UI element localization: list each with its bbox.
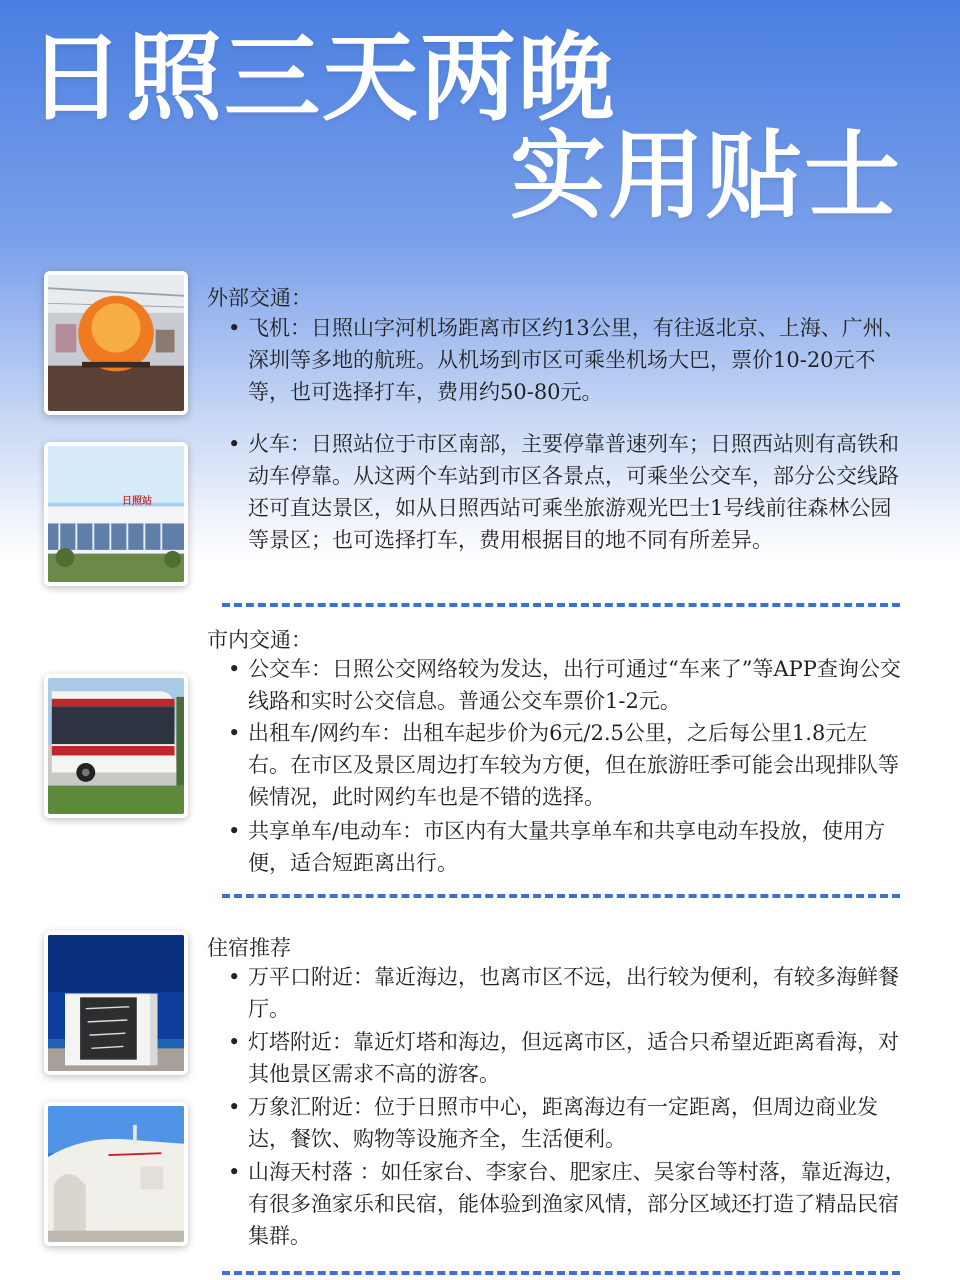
item-text: 飞机：日照山字河机场距离市区约13公里，有往返北京、上海、广州、深圳等多地的航班。从机场到市区可乘坐机场大巴，票价10-20元不等，也可选择打车，费用约50-80元。 [248, 316, 905, 404]
section-divider [222, 603, 900, 607]
item-text: 灯塔附近：靠近灯塔和海边，但远离市区，适合只希望近距离看海，对其他景区需求不高的游客。 [248, 1030, 899, 1086]
list-item-flight [228, 312, 908, 408]
list-item-lighthouse [228, 1026, 908, 1090]
photo-airport [44, 271, 188, 415]
photo-seaside-sign [44, 931, 188, 1075]
section-title-city: 市内交通： [207, 628, 312, 652]
section-divider [222, 1271, 900, 1275]
section-title-external: 外部交通： [207, 286, 312, 310]
photo-bus [44, 674, 188, 818]
item-text: 万象汇附近：位于日照市中心，距离海边有一定距离，但周边商业发达，餐饮、购物等设施齐全，生活便利。 [248, 1095, 878, 1151]
bullet: • [228, 657, 241, 681]
bullet: • [228, 432, 241, 456]
item-text: 出租车/网约车：出租车起步价为6元/2.5公里，之后每公里1.8元左右。在市区及景区周边打车较为方便，但在旅游旺季可能会出现排队等候情况，此时网约车也是不错的选择。 [248, 721, 899, 809]
item-text: 火车：日照站位于市区南部，主要停靠普速列车；日照西站则有高铁和动车停靠。从这两个车站到市区各景点，可乘坐公交车，部分公交线路还可直达景区，如从日照西站可乘坐旅游观光巴士1号线前往森林公园等景区；也可选择打车，费用根据目的地不同有所差异。 [248, 432, 899, 552]
list-item-train [228, 428, 908, 556]
list-item-shanhaitian [228, 1156, 908, 1252]
list-item-wanxianghui [228, 1091, 908, 1155]
bullet: • [228, 1030, 241, 1054]
item-text: 公交车：日照公交网络较为发达，出行可通过“车来了”等APP查询公交线路和实时公交信息。普通公交车票价1-2元。 [248, 657, 901, 713]
bullet: • [228, 965, 241, 989]
bullet: • [228, 316, 241, 340]
photo-white-building [44, 1102, 188, 1246]
list-item-bike [228, 815, 908, 879]
bullet: • [228, 819, 241, 843]
page-title-line2: 实用贴士 [510, 120, 902, 232]
item-text: 万平口附近：靠近海边，也离市区不远，出行较为便利，有较多海鲜餐厅。 [248, 965, 899, 1021]
item-text: 山海天村落 ：如任家台、李家台、肥家庄、吴家台等村落，靠近海边，有很多渔家乐和民宿，能体验到渔家风情，部分区域还打造了精品民宿集群。 [248, 1160, 906, 1248]
photo-station [44, 442, 188, 586]
page-title-line1: 日照三天两晚 [28, 22, 616, 134]
list-item-taxi [228, 717, 908, 813]
item-text: 共享单车/电动车：市区内有大量共享单车和共享电动车投放，使用方便，适合短距离出行。 [248, 819, 886, 875]
bullet: • [228, 721, 241, 745]
bullet: • [228, 1160, 241, 1184]
bullet: • [228, 1095, 241, 1119]
list-item-wanpingkou [228, 961, 908, 1025]
section-title-lodging: 住宿推荐 [207, 936, 291, 960]
list-item-bus [228, 653, 908, 717]
section-divider [222, 894, 900, 898]
station-sign-label: 日照站 [122, 496, 152, 507]
